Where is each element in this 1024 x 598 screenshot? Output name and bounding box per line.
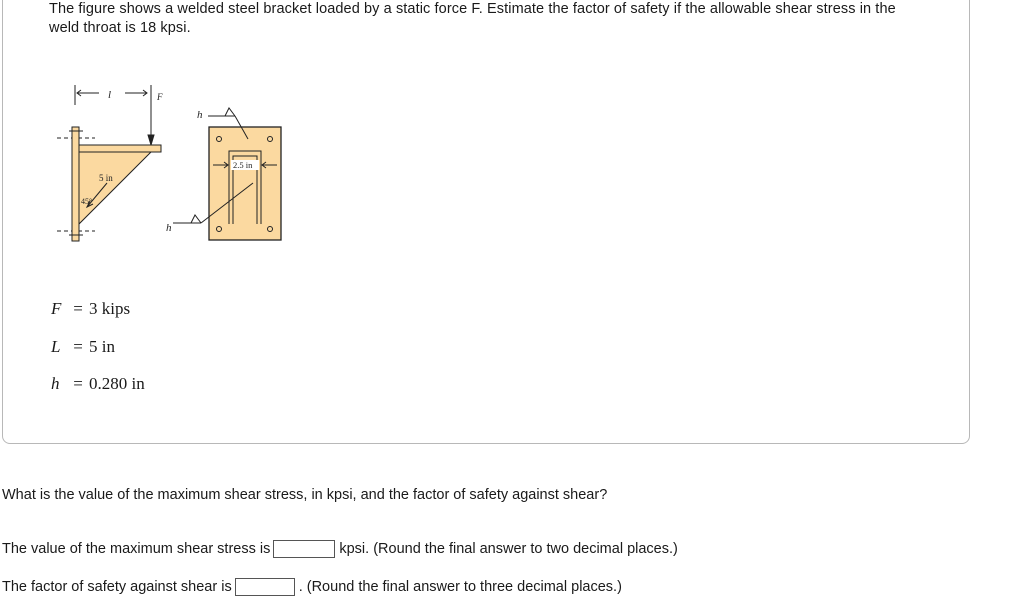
factor-of-safety-input[interactable] [235,578,295,596]
front-view [173,108,281,240]
label-h-side: h [166,222,172,234]
given-variables [51,299,145,412]
question-text: What is the value of the maximum shear stress, in kpsi, and the factor of safety against shear? [2,487,608,503]
max-shear-stress-input[interactable] [273,540,335,558]
label-h-top: h [197,109,203,121]
variable-value: 3 kips [89,299,131,318]
problem-statement: The figure shows a welded steel bracket loaded by a static force F. Estimate the factor of safety if the allowable shear stress in the weld throat is 18 kpsi. [49,1,896,36]
variable-symbol: L [51,336,61,356]
variable-row: L = 5 in [51,336,115,356]
side-view [57,85,161,241]
label-2-5in: 2.5 in [233,160,253,170]
problem-card [2,0,970,444]
stress-suffix: kpsi. (Round the final answer to two decimal places.) [339,541,678,557]
variable-symbol: F [51,299,62,318]
label-5in: 5 in [99,173,113,183]
stress-prefix: The value of the maximum shear stress is [2,541,271,557]
label-l: l [108,89,112,101]
fos-suffix: . (Round the final answer to three decimal places.) [298,579,622,595]
label-45deg: 45° [81,197,93,206]
variable-symbol: h [51,374,60,393]
bracket-figure [43,83,303,253]
stress-answer-row [2,540,678,558]
variable-value: 5 in [89,336,115,356]
fos-answer-row [2,578,622,596]
variable-row: F = 3 kips [51,299,131,318]
variable-value: 0.280 in [89,374,145,393]
label-f: F [157,92,163,102]
fos-prefix: The factor of safety against shear is [2,579,232,595]
variable-row: h = 0.280 in [51,374,145,393]
